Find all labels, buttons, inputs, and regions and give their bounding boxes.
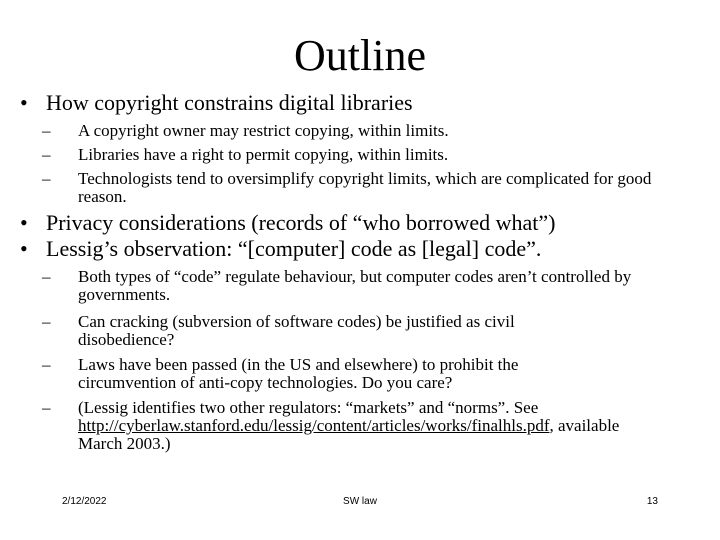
slide-title: Outline xyxy=(294,31,426,80)
sub-bullet-item xyxy=(42,399,652,453)
dash-marker: – xyxy=(42,145,51,164)
sub-bullet-text: Libraries have a right to permit copying, within limits. xyxy=(78,145,449,164)
dash-marker: – xyxy=(42,169,51,188)
bullet-marker: • xyxy=(20,90,28,115)
bullet-text: Privacy considerations (records of “who borrowed what”) xyxy=(46,210,556,235)
sub-bullet-text-after: , available March 2003.) xyxy=(78,416,620,453)
footer-center: SW law xyxy=(343,496,377,507)
sub-bullet-text: A copyright owner may restrict copying, within limits. xyxy=(78,121,449,140)
sub-bullet-item xyxy=(42,146,692,164)
dash-marker: – xyxy=(42,121,51,140)
dash-marker: – xyxy=(42,267,51,286)
sub-bullet-item xyxy=(42,356,612,392)
footer-page-number: 13 xyxy=(646,496,658,507)
sub-bullet-text: Both types of “code” regulate behaviour, but computer codes aren’t controlled by governments. xyxy=(78,267,632,304)
footer-date: 2/12/2022 xyxy=(62,496,107,507)
sub-bullet-text: Laws have been passed (in the US and elsewhere) to prohibit the circumvention of anti-copy technologies. Do you care? xyxy=(78,355,519,392)
sub-bullet-text xyxy=(78,399,652,453)
dash-marker: – xyxy=(42,355,51,374)
bullet-marker: • xyxy=(20,210,28,235)
cyberlaw-link[interactable]: http://cyberlaw.stanford.edu/lessig/content/articles/works/finalhls.pdf xyxy=(78,416,550,435)
sub-bullet-text: Can cracking (subversion of software codes) be justified as civil disobedience? xyxy=(78,312,515,349)
sub-bullet-item xyxy=(42,313,602,349)
sub-bullet-item xyxy=(42,170,692,206)
bullet-marker: • xyxy=(20,236,28,261)
sub-bullet-text: Technologists tend to oversimplify copyright limits, which are complicated for good reason. xyxy=(78,169,652,206)
bullet-text: How copyright constrains digital libraries xyxy=(46,90,413,115)
sub-bullet-text-before: (Lessig identifies two other regulators: “markets” and “norms”. See xyxy=(78,398,539,417)
dash-marker: – xyxy=(42,398,51,417)
dash-marker: – xyxy=(42,312,51,331)
sub-bullet-item xyxy=(42,268,642,304)
bullet-text: Lessig’s observation: “[computer] code as [legal] code”. xyxy=(46,236,542,261)
sub-bullet-item xyxy=(42,122,692,140)
